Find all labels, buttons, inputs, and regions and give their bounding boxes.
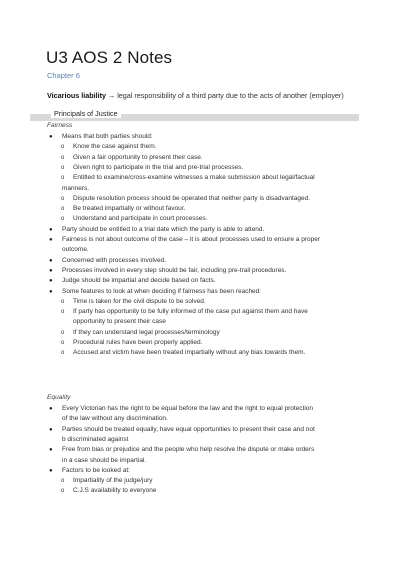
list-item: Accused and victim have been treated impartially without any bias towards them.	[73, 349, 306, 357]
sub-bullet-icon: o	[61, 478, 65, 485]
sub-bullet-icon: o	[61, 144, 65, 151]
list-item: Dispute resolution process should be operated that neither party is disadvantaged.	[73, 194, 311, 202]
list-item: Free from bias or prejudice and the people who help resolve the dispute or make orders	[62, 446, 315, 454]
bullet-icon: ●	[49, 467, 53, 474]
bullet-icon: ●	[49, 406, 53, 412]
list-item: Parties should be treated equally, have equal opportunities to present their case and not	[62, 425, 315, 433]
fairness-label: Fairness	[47, 122, 73, 129]
sub-bullet-icon: o	[61, 488, 65, 495]
list-item: outcome.	[62, 246, 89, 254]
list-item: Processes involved in every step should be fair, including pre-trail procedures.	[62, 266, 287, 274]
bullet-icon: ●	[49, 278, 53, 285]
list-item: Given a fair opportunity to present their case.	[73, 153, 203, 161]
list-item: Procedural rules have been properly applied.	[73, 339, 203, 346]
sub-bullet-icon: o	[61, 298, 65, 305]
list-item: Impartiality of the judge/jury	[73, 477, 153, 485]
list-item: manners.	[62, 184, 90, 192]
list-item: Party should be entitled to a trial date which the party is able to attend.	[62, 225, 265, 233]
list-item: Means that both parties should:	[62, 133, 153, 140]
list-item: Concerned with processes involved.	[62, 256, 167, 264]
page-title: U3 AOS 2 Notes	[46, 48, 173, 67]
sub-bullet-icon: o	[61, 175, 65, 182]
list-item: b discriminated against	[62, 435, 129, 443]
sub-bullet-icon: o	[61, 206, 65, 213]
list-item: Entitled to examine/cross-examine witnesses a make submission about legal/factual	[73, 174, 315, 182]
list-item: Factors to be looked at:	[62, 466, 130, 474]
vicarious-term: Vicarious liability	[47, 91, 106, 100]
list-item: Understand and participate in court processes.	[73, 215, 208, 223]
list-item: in a case should be impartial.	[62, 456, 147, 464]
list-item: If they can understand legal processes/terminology	[73, 328, 220, 336]
sub-bullet-icon: o	[61, 309, 65, 316]
list-item: of the law without any discrimination.	[62, 415, 168, 423]
list-item: Some features to look at when deciding if fairness has been reached:	[62, 287, 262, 295]
list-item: Given right to participate in the trial and pre-trial processes.	[73, 163, 244, 171]
sub-bullet-icon: o	[61, 350, 65, 357]
equality-label: Equality	[47, 394, 71, 401]
sub-bullet-icon: o	[61, 329, 65, 336]
bullet-icon: ●	[49, 257, 53, 264]
arrow-icon: →	[108, 91, 116, 100]
bullet-icon: ●	[49, 426, 53, 433]
bullet-icon: ●	[49, 288, 53, 295]
bullet-icon: ●	[49, 447, 53, 454]
bullet-icon: ●	[49, 267, 53, 274]
vicarious-definition-text: legal responsibility of a third party due to the acts of another (employer)	[117, 91, 344, 100]
sub-bullet-icon: o	[61, 154, 65, 161]
list-item: If party has opportunity to be fully informed of the case put against them and have	[73, 308, 308, 316]
list-item: Be treated impartially or without favour.	[73, 205, 186, 213]
sub-bullet-icon: o	[61, 340, 65, 346]
list-item: Time is taken for the civil dispute to be solved.	[73, 297, 206, 305]
list-item: Know the case against them.	[73, 143, 157, 151]
sub-bullet-icon: o	[61, 164, 65, 171]
bullet-icon: ●	[49, 237, 53, 243]
sub-bullet-icon: o	[61, 216, 65, 223]
list-item: Every Victorian has the right to be equal before the law and the right to equal protection	[62, 405, 314, 412]
bullet-icon: ●	[49, 226, 53, 233]
chapter-subtitle: Chapter 6	[47, 71, 80, 80]
list-item: opportunity to present their case	[73, 318, 166, 326]
section-heading: Principals of Justice	[51, 109, 121, 118]
vicarious-liability-definition	[47, 91, 344, 100]
bullet-icon: ●	[49, 134, 53, 140]
list-item: Fairness is not about outcome of the case – it is about processes used to ensure a proper	[62, 236, 320, 243]
list-item: C.J.S availability to everyone	[73, 487, 157, 495]
list-item: Judge should be impartial and decide based on facts.	[62, 277, 216, 285]
sub-bullet-icon: o	[61, 195, 65, 202]
